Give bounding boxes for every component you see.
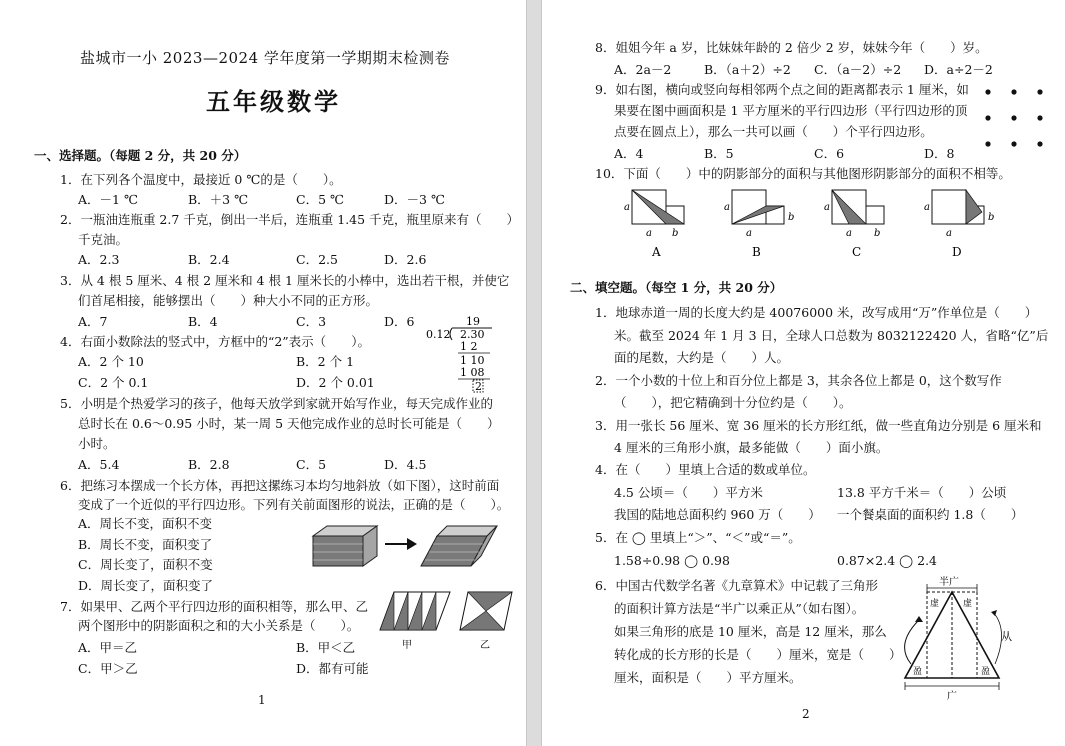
- division-dividend: 2.30: [460, 328, 485, 341]
- q4-stem: 4．右面小数除法的竖式中，方框中的“2”表示（ ）。: [60, 334, 370, 349]
- q9-option-b: B．5: [704, 146, 734, 161]
- q10-label-a: A: [652, 245, 661, 259]
- q2-option-d: D．2.6: [384, 252, 427, 267]
- label-a-fig-c: a: [824, 202, 830, 213]
- q7-option-d: D．都有可能: [296, 661, 369, 676]
- q10-stem: 10．下面（ ）中的阴影部分的面积与其他图形阴影部分的面积不相等。: [595, 166, 1011, 181]
- f5-item-b: 0.87×2.4 ◯ 2.4: [837, 553, 937, 568]
- f4-item-a: 4.5 公顷＝（ ）平方米: [614, 485, 763, 500]
- q3-option-d: D．6: [384, 314, 415, 329]
- q4-option-d: D．2 个 0.01: [296, 375, 375, 390]
- q7-option-b: B．甲＜乙: [296, 640, 356, 655]
- q2-option-c: C．2.5: [296, 252, 338, 267]
- q10-figure-a: [632, 190, 684, 224]
- exam-title: 盐城市一小 2023—2024 学年度第一学期期末检测卷: [80, 49, 450, 67]
- q10-figure-c: [832, 190, 884, 224]
- q10-label-b: B: [752, 245, 761, 259]
- dot-grid-figure: [980, 84, 1050, 150]
- q6-stem-line1: 6．把练习本摆成一个长方体，再把这摞练习本均匀地斜放（如下图），这时前面: [60, 478, 500, 493]
- q1-option-d: D．－3 ℃: [384, 192, 445, 207]
- q1-stem: 1．在下列各个温度中，最接近 0 ℃的是（ ）。: [60, 172, 342, 187]
- f5-line1: 5．在 ◯ 里填上“＞”、“＜”或“＝”。: [595, 530, 801, 545]
- label-corner-right: 虚: [963, 599, 973, 609]
- label-corner-left: 虚: [930, 599, 940, 609]
- label-b-fig-a: b: [672, 228, 679, 239]
- label-a2-fig-c: a: [846, 228, 852, 239]
- page-2: [542, 0, 1065, 746]
- q10-label-c: C: [852, 245, 862, 259]
- q8-option-a: A．2a－2: [614, 62, 672, 77]
- f6-line3: 如果三角形的底是 10 厘米，高是 12 厘米，那么: [614, 624, 887, 639]
- f4-line1: 4．在（ ）里填上合适的数或单位。: [595, 462, 816, 477]
- label-b-fig-c: b: [874, 228, 881, 239]
- q10-figure-d: [932, 190, 984, 224]
- q4-option-a: A．2 个 10: [78, 354, 144, 369]
- q9-option-d: D．8: [924, 146, 955, 161]
- label-a2-fig-d: a: [946, 228, 952, 239]
- q7-option-a: A．甲＝乙: [78, 640, 138, 655]
- label-fill-left: 盈: [913, 667, 923, 677]
- f3-line2: 4 厘米的三角形小旗，最多能做（ ）面小旗。: [614, 440, 889, 455]
- q10-figure-b: [732, 190, 784, 224]
- section1-heading: 一、选择题。（每题 2 分，共 20 分）: [34, 148, 247, 163]
- label-b-fig-b: b: [788, 212, 795, 223]
- page-number-2: 2: [802, 707, 810, 721]
- subject-title: 五年级数学: [206, 87, 341, 116]
- f1-line3: 面的尾数，大约是（ ）人。: [614, 350, 790, 365]
- division-divisor: 0.12: [426, 328, 451, 341]
- label-a2-fig-a: a: [646, 228, 652, 239]
- q5-stem-line2: 总时长在 0.6～0.95 小时，某一周 5 天他完成作业的总时长可能是（ ）: [78, 416, 500, 431]
- q5-stem-line3: 小时。: [78, 436, 116, 451]
- label-yi: 乙: [480, 640, 490, 651]
- f1-line2: 米。截至 2024 年 1 月 3 日，全球人口总数为 8032122420 人，省略“亿”后: [614, 328, 1049, 343]
- q1-option-c: C．5 ℃: [296, 192, 344, 207]
- f2-line1: 2．一个小数的十位上和百分位上都是 3，其余各位上都是 0，这个数写作: [595, 373, 1002, 388]
- q1-option-a: A．－1 ℃: [78, 192, 138, 207]
- q3-stem-line1: 3．从 4 根 5 厘米、4 根 2 厘米和 4 根 1 厘米长的小棒中，选出若干根，并使它: [60, 273, 510, 288]
- division-step1: 1 2: [460, 340, 478, 353]
- q3-option-a: A．7: [78, 314, 108, 329]
- q9-option-c: C．6: [814, 146, 845, 161]
- q6-option-d: D．周长变了，面积变了: [78, 578, 214, 593]
- q8-stem: 8．姐姐今年 a 岁，比妹妹年龄的 2 倍少 2 岁，妹妹今年（ ）岁。: [595, 40, 988, 55]
- label-fill-right: 盈: [981, 667, 991, 677]
- q5-option-d: D．4.5: [384, 457, 427, 472]
- q2-option-b: B．2.4: [188, 252, 230, 267]
- q2-option-a: A．2.3: [78, 252, 120, 267]
- figure-yi: [460, 592, 512, 630]
- q7-stem-line2: 两个图形中的阴影面积之和的大小关系是（ ）。: [78, 618, 360, 633]
- label-jia: 甲: [402, 640, 412, 651]
- q6-option-a: A．周长不变，面积不变: [78, 516, 213, 531]
- q6-option-b: B．周长不变，面积变了: [78, 537, 213, 552]
- f6-line2: 的面积计算方法是“半广以乘正从”（如右图）。: [614, 601, 865, 616]
- division-remainder: 2: [475, 380, 482, 393]
- f4-item-c: 我国的陆地总面积约 960 万（ ）: [614, 507, 821, 522]
- long-division-figure: [424, 314, 496, 394]
- f4-item-b: 13.8 平方千米＝（ ）公顷: [837, 485, 1007, 500]
- f1-line1: 1．地球赤道一周的长度大约是 40076000 米，改写成用“万”作单位是（ ）: [595, 305, 1038, 320]
- label-b-fig-d: b: [988, 212, 995, 223]
- page-number-1: 1: [258, 693, 266, 707]
- notebook-stack-figure: [305, 522, 500, 572]
- f6-line5: 厘米，面积是（ ）平方厘米。: [614, 670, 802, 685]
- q3-option-b: B．4: [188, 314, 218, 329]
- q10-figures: [622, 186, 1022, 260]
- section2-heading: 二、填空题。（每空 1 分，共 20 分）: [570, 280, 783, 295]
- notebook-stack-slanted: [421, 526, 497, 566]
- q9-stem-line1: 9．如右图，横向或竖向每相邻两个点之间的距离都表示 1 厘米，如: [595, 82, 969, 97]
- label-a2-fig-b: a: [746, 228, 752, 239]
- q8-option-d: D．a÷2－2: [924, 62, 993, 77]
- notebook-stack-straight: [313, 526, 377, 566]
- q4-option-b: B．2 个 1: [296, 354, 355, 369]
- q8-option-c: C．（a－2）÷2: [814, 62, 902, 77]
- f6-line1: 6．中国古代数学名著《九章算术》中记载了三角形: [595, 578, 878, 593]
- q5-stem-line1: 5．小明是个热爱学习的孩子，他每天放学到家就开始写作业，每天完成作业的: [60, 396, 493, 411]
- q6-option-c: C．周长变了，面积不变: [78, 557, 213, 572]
- triangle-rectangle-figure: [897, 574, 1013, 702]
- q9-option-a: A．4: [614, 146, 644, 161]
- q2-stem-line1: 2．一瓶油连瓶重 2.7 千克，倒出一半后，连瓶重 1.45 千克，瓶里原来有（ ）: [60, 212, 520, 227]
- q5-option-b: B．2.8: [188, 457, 230, 472]
- q3-option-c: C．3: [296, 314, 327, 329]
- q7-option-c: C．甲＞乙: [78, 661, 138, 676]
- f4-item-d: 一个餐桌面的面积约 1.8（ ）: [837, 507, 1024, 522]
- label-a-fig-d: a: [924, 202, 930, 213]
- q9-stem-line2: 果要在图中画面积是 1 平方厘米的平行四边形（平行四边形的顶: [614, 103, 968, 118]
- q9-stem-line3: 点要在圆点上），那么一共可以画（ ）个平行四边形。: [614, 124, 933, 139]
- q1-option-b: B．＋3 ℃: [188, 192, 249, 207]
- q5-option-c: C．5: [296, 457, 327, 472]
- figure-jia: [380, 592, 450, 630]
- label-height: 从: [1001, 630, 1012, 643]
- q2-stem-line2: 千克油。: [78, 232, 129, 247]
- parallelogram-figures: [372, 586, 522, 652]
- q8-option-b: B．（a＋2）÷2: [704, 62, 791, 77]
- q6-stem-line2: 变成了一个近似的平行四边形。下列有关前面图形的说法，正确的是（ ）。: [78, 497, 510, 512]
- q10-label-d: D: [952, 245, 962, 259]
- f3-line1: 3．用一张长 56 厘米、宽 36 厘米的长方形红纸，做一些直角边分别是 6 厘米和: [595, 418, 1042, 433]
- division-step2: 1 10: [460, 354, 485, 367]
- f2-line2: （ ），把它精确到十分位约是（ ）。: [614, 395, 852, 410]
- label-a-fig-a: a: [624, 202, 630, 213]
- q5-option-a: A．5.4: [78, 457, 120, 472]
- label-a-fig-b: a: [724, 202, 730, 213]
- q3-stem-line2: 们首尾相接，能够摆出（ ）种大小不同的正方形。: [78, 293, 379, 308]
- division-quotient: 19: [466, 315, 480, 328]
- q7-stem-line1: 7．如果甲、乙两个平行四边形的面积相等，那么甲、乙: [60, 599, 368, 614]
- q4-option-c: C．2 个 0.1: [78, 375, 149, 390]
- page-gutter: [526, 0, 542, 746]
- label-half-base: 半广: [939, 577, 959, 588]
- arrow-right-icon: [385, 538, 417, 550]
- division-step3: 1 08: [460, 366, 485, 379]
- f5-item-a: 1.58÷0.98 ◯ 0.98: [614, 553, 730, 568]
- f6-line4: 转化成的长方形的长是（ ）厘米，宽是（ ）: [614, 647, 902, 662]
- page-1: [0, 0, 526, 746]
- label-base: 广: [947, 691, 957, 702]
